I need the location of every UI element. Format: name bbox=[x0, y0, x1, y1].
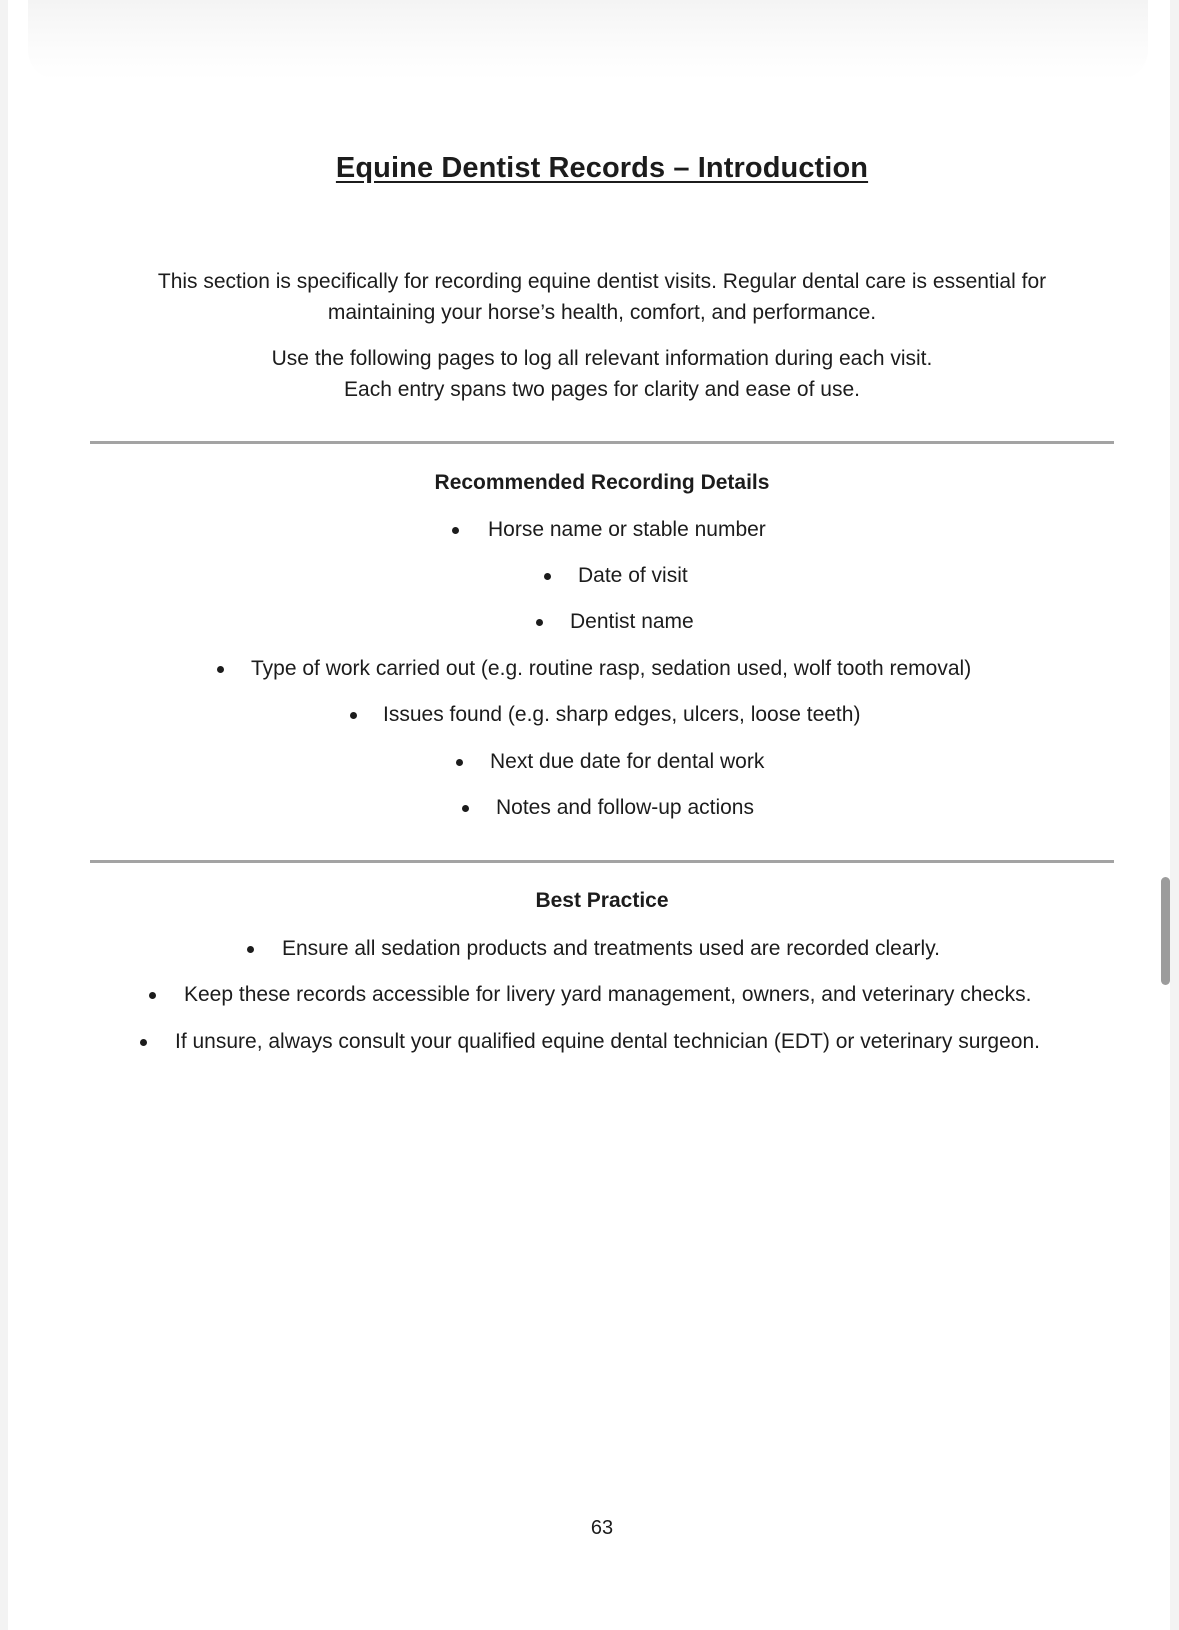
bullet-icon bbox=[217, 666, 224, 673]
list-item bbox=[0, 607, 1179, 637]
intro-line-4: Each entry spans two pages for clarity and ease of use. bbox=[344, 378, 860, 401]
list-item-text: Date of visit bbox=[578, 564, 688, 587]
page-number: 63 bbox=[590, 1517, 614, 1539]
bullet-icon bbox=[462, 805, 469, 812]
bullet-icon bbox=[149, 992, 156, 999]
intro-line-3: Use the following pages to log all relevant information during each visit. bbox=[271, 347, 933, 370]
page-top-shadow bbox=[28, 0, 1148, 80]
section-divider-bottom bbox=[90, 860, 1114, 863]
list-item bbox=[0, 561, 1179, 591]
intro-line-1: This section is specifically for recording equine dentist visits. Regular dental care is essential for bbox=[157, 270, 1047, 293]
list-item bbox=[0, 747, 1179, 777]
bullet-icon bbox=[456, 759, 463, 766]
page-title: Equine Dentist Records – Introduction bbox=[335, 152, 869, 184]
section-divider-top bbox=[90, 441, 1114, 444]
list-item-text: Keep these records accessible for livery yard management, owners, and veterinary checks. bbox=[184, 983, 1032, 1006]
list-item bbox=[0, 980, 1179, 1010]
list-item bbox=[0, 934, 1179, 964]
list-item-text: Type of work carried out (e.g. routine rasp, sedation used, wolf tooth removal) bbox=[251, 657, 972, 680]
list-item-text: Horse name or stable number bbox=[488, 518, 766, 541]
list-item-text: Notes and follow-up actions bbox=[496, 796, 754, 819]
bullet-icon bbox=[350, 712, 357, 719]
scrollbar-thumb[interactable] bbox=[1161, 877, 1170, 985]
list-item-text: If unsure, always consult your qualified equine dental technician (EDT) or veterinary surgeon. bbox=[175, 1030, 1040, 1053]
bullet-icon bbox=[536, 619, 543, 626]
list-item-text: Next due date for dental work bbox=[490, 750, 765, 773]
best-practice-heading: Best Practice bbox=[535, 889, 669, 912]
bullet-icon bbox=[452, 527, 459, 534]
list-item bbox=[0, 700, 1179, 730]
list-item bbox=[0, 654, 1179, 684]
bullet-icon bbox=[140, 1039, 147, 1046]
recommended-heading: Recommended Recording Details bbox=[434, 471, 770, 494]
list-item bbox=[0, 515, 1179, 545]
list-item-text: Ensure all sedation products and treatments used are recorded clearly. bbox=[282, 937, 940, 960]
list-item bbox=[0, 1027, 1179, 1057]
list-item-text: Issues found (e.g. sharp edges, ulcers, loose teeth) bbox=[383, 703, 861, 726]
bullet-icon bbox=[544, 573, 551, 580]
list-item bbox=[0, 793, 1179, 823]
list-item-text: Dentist name bbox=[570, 610, 694, 633]
bullet-icon bbox=[247, 946, 254, 953]
intro-line-2: maintaining your horse’s health, comfort, and performance. bbox=[327, 301, 877, 324]
